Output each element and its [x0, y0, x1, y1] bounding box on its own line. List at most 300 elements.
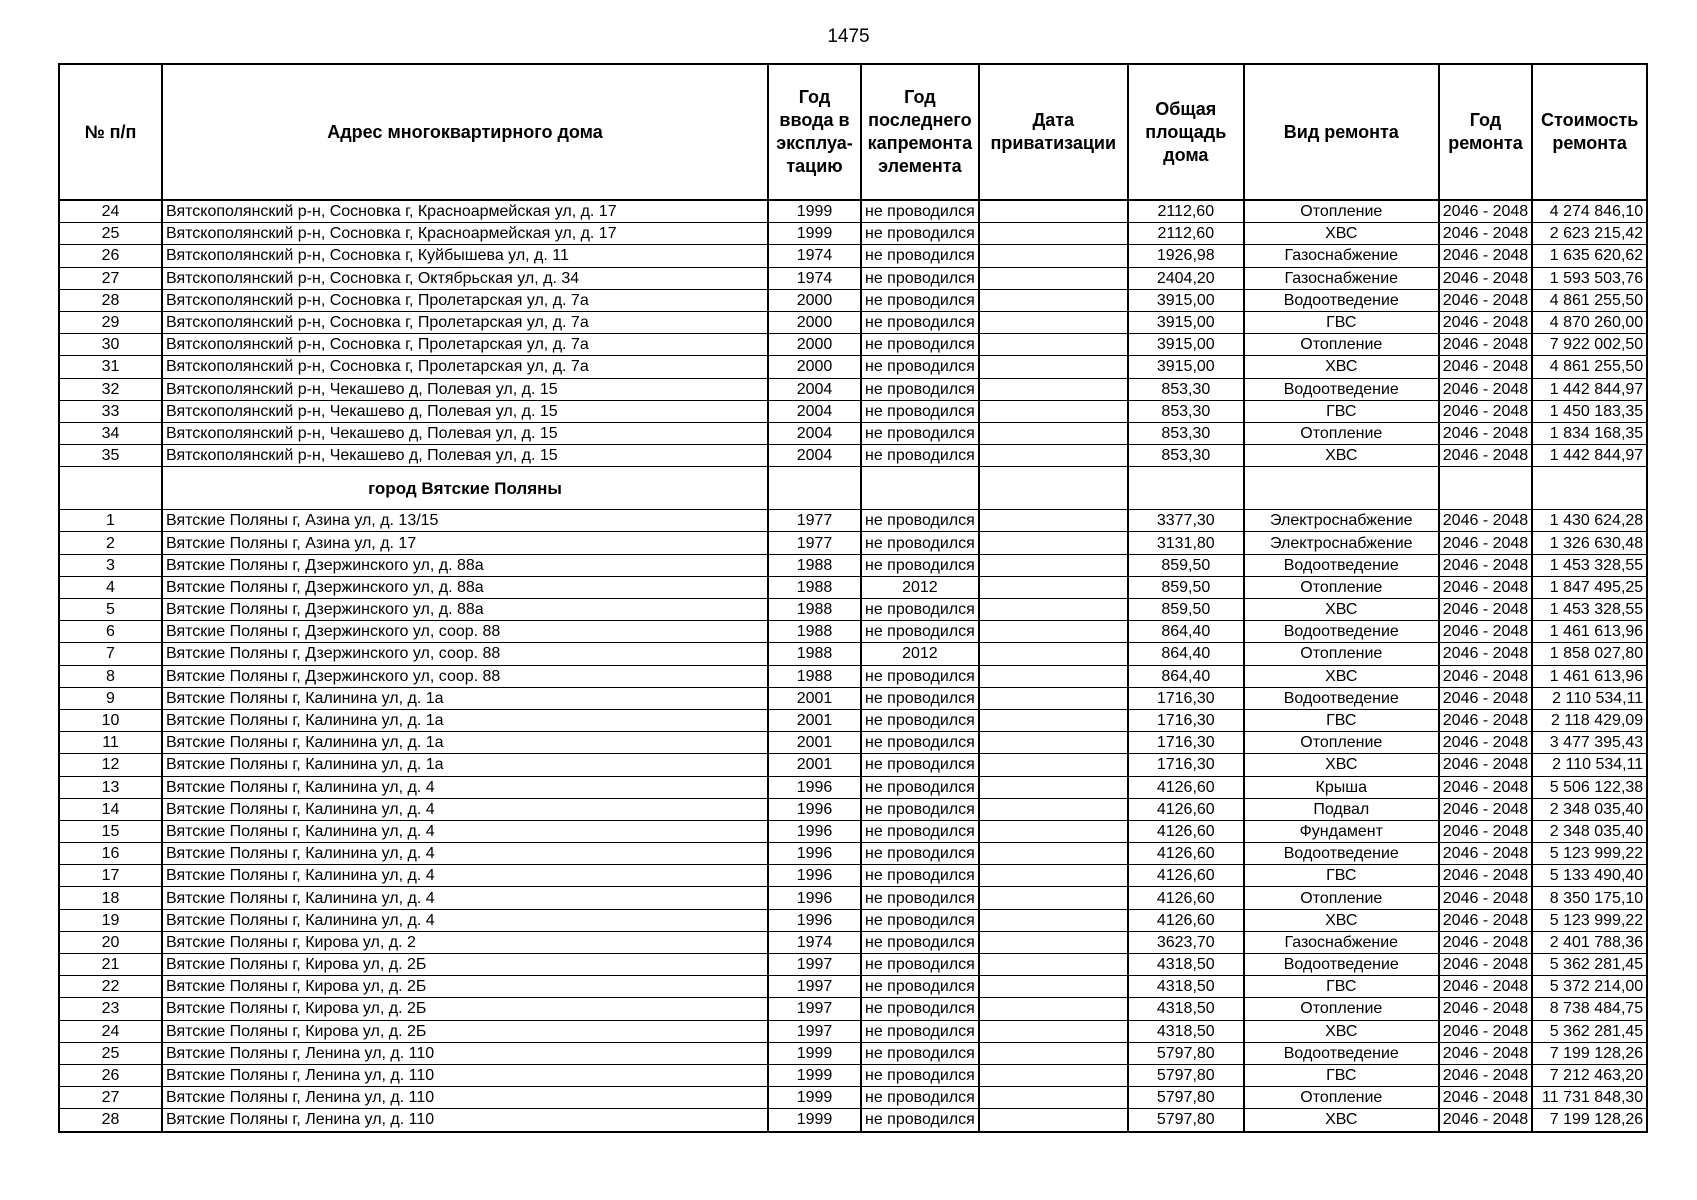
- table-row: [59, 1109, 1647, 1132]
- cell-area: 4318,50: [1128, 1020, 1244, 1042]
- cell-cost: 1 450 183,35: [1532, 400, 1647, 422]
- cell-area: 853,30: [1128, 378, 1244, 400]
- cell-year-built: 2001: [768, 709, 861, 731]
- cell-last-repair: не проводился: [861, 998, 979, 1020]
- cell-repair-kind: ГВС: [1244, 400, 1439, 422]
- cell-cost: 2 118 429,09: [1532, 709, 1647, 731]
- cell-cost: 5 123 999,22: [1532, 843, 1647, 865]
- cell-repair-kind: Водоотведение: [1244, 289, 1439, 311]
- cell-privatization: [979, 223, 1128, 245]
- cell-repair-year: 2046 - 2048: [1439, 665, 1532, 687]
- cell-privatization: [979, 267, 1128, 289]
- cell-area: 2112,60: [1128, 223, 1244, 245]
- cell-last-repair: не проводился: [861, 422, 979, 444]
- cell-year-built: 1988: [768, 599, 861, 621]
- cell-year-built: 1999: [768, 1087, 861, 1109]
- cell-last-repair: не проводился: [861, 931, 979, 953]
- cell-privatization: [979, 621, 1128, 643]
- cell-address: Вятскополянский р-н, Сосновка г, Красноармейская ул, д. 17: [162, 223, 768, 245]
- cell-repair-kind: Водоотведение: [1244, 843, 1439, 865]
- cell-repair-year: 2046 - 2048: [1439, 820, 1532, 842]
- cell-repair-kind: ХВС: [1244, 599, 1439, 621]
- cell-last-repair: не проводился: [861, 865, 979, 887]
- cell-privatization: [979, 643, 1128, 665]
- table-row: [59, 356, 1647, 378]
- cell-cost: 8 738 484,75: [1532, 998, 1647, 1020]
- cell-year-built: 1999: [768, 223, 861, 245]
- cell-num: 32: [59, 378, 162, 400]
- cell-area: 4126,60: [1128, 909, 1244, 931]
- cell-repair-kind: ГВС: [1244, 311, 1439, 333]
- cell-area: 5797,80: [1128, 1064, 1244, 1086]
- section-empty-cell: [861, 467, 979, 510]
- cell-num: 34: [59, 422, 162, 444]
- section-empty-cell: [59, 467, 162, 510]
- cell-num: 31: [59, 356, 162, 378]
- cell-cost: 1 847 495,25: [1532, 576, 1647, 598]
- cell-repair-kind: Водоотведение: [1244, 954, 1439, 976]
- cell-repair-kind: ХВС: [1244, 445, 1439, 467]
- cell-repair-year: 2046 - 2048: [1439, 267, 1532, 289]
- cell-address: Вятскополянский р-н, Сосновка г, Пролетарская ул, д. 7а: [162, 334, 768, 356]
- cell-repair-kind: ХВС: [1244, 909, 1439, 931]
- cell-num: 22: [59, 976, 162, 998]
- table-row: [59, 1020, 1647, 1042]
- cell-privatization: [979, 665, 1128, 687]
- cell-repair-kind: ХВС: [1244, 1020, 1439, 1042]
- cell-repair-kind: ХВС: [1244, 1109, 1439, 1132]
- cell-address: Вятскополянский р-н, Чекашево д, Полевая ул, д. 15: [162, 422, 768, 444]
- cell-address: Вятские Поляны г, Кирова ул, д. 2Б: [162, 954, 768, 976]
- table-row: [59, 200, 1647, 223]
- cell-repair-year: 2046 - 2048: [1439, 709, 1532, 731]
- table-row: [59, 1064, 1647, 1086]
- cell-repair-kind: Отопление: [1244, 732, 1439, 754]
- table-row: [59, 445, 1647, 467]
- table-row: [59, 289, 1647, 311]
- cell-privatization: [979, 687, 1128, 709]
- cell-address: Вятские Поляны г, Ленина ул, д. 110: [162, 1064, 768, 1086]
- cell-repair-kind: ГВС: [1244, 865, 1439, 887]
- cell-area: 3915,00: [1128, 311, 1244, 333]
- cell-year-built: 1974: [768, 267, 861, 289]
- cell-cost: 5 372 214,00: [1532, 976, 1647, 998]
- cell-repair-year: 2046 - 2048: [1439, 223, 1532, 245]
- cell-repair-year: 2046 - 2048: [1439, 334, 1532, 356]
- cell-privatization: [979, 200, 1128, 223]
- cell-address: Вятские Поляны г, Дзержинского ул, соор. 88: [162, 621, 768, 643]
- cell-year-built: 1988: [768, 554, 861, 576]
- cell-repair-year: 2046 - 2048: [1439, 1109, 1532, 1132]
- cell-last-repair: не проводился: [861, 267, 979, 289]
- table-row: [59, 998, 1647, 1020]
- cell-repair-kind: ХВС: [1244, 223, 1439, 245]
- cell-num: 27: [59, 1087, 162, 1109]
- cell-privatization: [979, 798, 1128, 820]
- cell-repair-year: 2046 - 2048: [1439, 976, 1532, 998]
- cell-area: 3915,00: [1128, 356, 1244, 378]
- cell-last-repair: не проводился: [861, 554, 979, 576]
- cell-num: 28: [59, 1109, 162, 1132]
- cell-address: Вятские Поляны г, Дзержинского ул, д. 88а: [162, 576, 768, 598]
- cell-num: 21: [59, 954, 162, 976]
- cell-privatization: [979, 311, 1128, 333]
- cell-repair-kind: Отопление: [1244, 200, 1439, 223]
- cell-repair-year: 2046 - 2048: [1439, 865, 1532, 887]
- cell-last-repair: 2012: [861, 576, 979, 598]
- cell-area: 1716,30: [1128, 732, 1244, 754]
- cell-last-repair: не проводился: [861, 820, 979, 842]
- cell-cost: 4 861 255,50: [1532, 356, 1647, 378]
- cell-privatization: [979, 289, 1128, 311]
- cell-address: Вятские Поляны г, Калинина ул, д. 4: [162, 776, 768, 798]
- cell-cost: 4 861 255,50: [1532, 289, 1647, 311]
- cell-privatization: [979, 909, 1128, 931]
- cell-last-repair: не проводился: [861, 378, 979, 400]
- cell-privatization: [979, 576, 1128, 598]
- table-row: [59, 334, 1647, 356]
- header-privatization: Дата приватизации: [979, 64, 1128, 200]
- cell-address: Вятскополянский р-н, Чекашево д, Полевая ул, д. 15: [162, 378, 768, 400]
- cell-address: Вятские Поляны г, Кирова ул, д. 2Б: [162, 998, 768, 1020]
- cell-repair-kind: Фундамент: [1244, 820, 1439, 842]
- cell-repair-kind: Отопление: [1244, 643, 1439, 665]
- table-row: [59, 909, 1647, 931]
- cell-num: 24: [59, 1020, 162, 1042]
- cell-repair-year: 2046 - 2048: [1439, 200, 1532, 223]
- cell-cost: 1 430 624,28: [1532, 510, 1647, 532]
- cell-num: 12: [59, 754, 162, 776]
- cell-privatization: [979, 510, 1128, 532]
- cell-last-repair: не проводился: [861, 954, 979, 976]
- cell-repair-kind: Газоснабжение: [1244, 267, 1439, 289]
- cell-address: Вятские Поляны г, Ленина ул, д. 110: [162, 1087, 768, 1109]
- table-row: [59, 400, 1647, 422]
- table-row: [59, 245, 1647, 267]
- cell-privatization: [979, 445, 1128, 467]
- cell-cost: 11 731 848,30: [1532, 1087, 1647, 1109]
- cell-num: 2: [59, 532, 162, 554]
- cell-address: Вятскополянский р-н, Сосновка г, Красноармейская ул, д. 17: [162, 200, 768, 223]
- cell-num: 20: [59, 931, 162, 953]
- cell-cost: 7 199 128,26: [1532, 1042, 1647, 1064]
- cell-address: Вятские Поляны г, Дзержинского ул, д. 88а: [162, 554, 768, 576]
- cell-cost: 1 834 168,35: [1532, 422, 1647, 444]
- cell-repair-kind: Электроснабжение: [1244, 510, 1439, 532]
- cell-year-built: 1996: [768, 843, 861, 865]
- cell-cost: 5 123 999,22: [1532, 909, 1647, 931]
- cell-repair-year: 2046 - 2048: [1439, 1087, 1532, 1109]
- cell-privatization: [979, 1042, 1128, 1064]
- table-row: [59, 267, 1647, 289]
- table-row: [59, 223, 1647, 245]
- cell-cost: 8 350 175,10: [1532, 887, 1647, 909]
- cell-cost: 2 348 035,40: [1532, 798, 1647, 820]
- cell-last-repair: не проводился: [861, 510, 979, 532]
- cell-last-repair: не проводился: [861, 400, 979, 422]
- section-empty-cell: [979, 467, 1128, 510]
- cell-privatization: [979, 954, 1128, 976]
- cell-privatization: [979, 378, 1128, 400]
- table-row: [59, 887, 1647, 909]
- cell-area: 859,50: [1128, 554, 1244, 576]
- cell-repair-kind: Отопление: [1244, 998, 1439, 1020]
- cell-repair-year: 2046 - 2048: [1439, 532, 1532, 554]
- cell-cost: 1 858 027,80: [1532, 643, 1647, 665]
- cell-num: 11: [59, 732, 162, 754]
- table-row: [59, 510, 1647, 532]
- cell-last-repair: не проводился: [861, 887, 979, 909]
- page-number: 1475: [827, 26, 870, 47]
- cell-privatization: [979, 554, 1128, 576]
- cell-last-repair: не проводился: [861, 732, 979, 754]
- cell-cost: 4 274 846,10: [1532, 200, 1647, 223]
- cell-address: Вятские Поляны г, Калинина ул, д. 4: [162, 887, 768, 909]
- header-year-built: Год ввода в эксплуа-тацию: [768, 64, 861, 200]
- cell-privatization: [979, 1109, 1128, 1132]
- cell-privatization: [979, 422, 1128, 444]
- cell-year-built: 1996: [768, 865, 861, 887]
- cell-repair-year: 2046 - 2048: [1439, 400, 1532, 422]
- cell-last-repair: не проводился: [861, 665, 979, 687]
- cell-area: 4318,50: [1128, 954, 1244, 976]
- cell-year-built: 1996: [768, 820, 861, 842]
- cell-privatization: [979, 400, 1128, 422]
- section-row: [59, 467, 1647, 510]
- cell-num: 33: [59, 400, 162, 422]
- cell-address: Вятские Поляны г, Калинина ул, д. 1а: [162, 709, 768, 731]
- cell-repair-year: 2046 - 2048: [1439, 554, 1532, 576]
- table-row: [59, 378, 1647, 400]
- cell-last-repair: не проводился: [861, 1109, 979, 1132]
- cell-last-repair: не проводился: [861, 445, 979, 467]
- cell-year-built: 2000: [768, 311, 861, 333]
- table-row: [59, 754, 1647, 776]
- cell-address: Вятские Поляны г, Калинина ул, д. 1а: [162, 754, 768, 776]
- cell-cost: 4 870 260,00: [1532, 311, 1647, 333]
- cell-num: 6: [59, 621, 162, 643]
- cell-address: Вятскополянский р-н, Чекашево д, Полевая ул, д. 15: [162, 445, 768, 467]
- cell-last-repair: не проводился: [861, 776, 979, 798]
- cell-privatization: [979, 709, 1128, 731]
- cell-repair-kind: Отопление: [1244, 887, 1439, 909]
- cell-repair-year: 2046 - 2048: [1439, 510, 1532, 532]
- cell-privatization: [979, 887, 1128, 909]
- cell-num: 3: [59, 554, 162, 576]
- cell-area: 5797,80: [1128, 1109, 1244, 1132]
- cell-privatization: [979, 931, 1128, 953]
- cell-year-built: 1996: [768, 776, 861, 798]
- cell-cost: 1 326 630,48: [1532, 532, 1647, 554]
- cell-last-repair: не проводился: [861, 289, 979, 311]
- cell-year-built: 1999: [768, 1042, 861, 1064]
- cell-cost: 1 461 613,96: [1532, 621, 1647, 643]
- cell-repair-year: 2046 - 2048: [1439, 621, 1532, 643]
- section-empty-cell: [1244, 467, 1439, 510]
- cell-privatization: [979, 820, 1128, 842]
- cell-address: Вятские Поляны г, Азина ул, д. 17: [162, 532, 768, 554]
- cell-repair-kind: ХВС: [1244, 356, 1439, 378]
- cell-last-repair: не проводился: [861, 709, 979, 731]
- cell-address: Вятские Поляны г, Калинина ул, д. 4: [162, 798, 768, 820]
- cell-year-built: 1999: [768, 1064, 861, 1086]
- table-row: [59, 976, 1647, 998]
- section-empty-cell: [1439, 467, 1532, 510]
- cell-area: 1926,98: [1128, 245, 1244, 267]
- table-row: [59, 865, 1647, 887]
- cell-repair-kind: Отопление: [1244, 1087, 1439, 1109]
- cell-cost: 5 362 281,45: [1532, 954, 1647, 976]
- section-empty-cell: [1532, 467, 1647, 510]
- cell-repair-year: 2046 - 2048: [1439, 445, 1532, 467]
- cell-year-built: 1997: [768, 998, 861, 1020]
- cell-year-built: 2004: [768, 445, 861, 467]
- cell-repair-year: 2046 - 2048: [1439, 909, 1532, 931]
- cell-area: 3915,00: [1128, 334, 1244, 356]
- cell-area: 859,50: [1128, 599, 1244, 621]
- cell-year-built: 1996: [768, 798, 861, 820]
- table-body: [59, 200, 1647, 1132]
- cell-repair-year: 2046 - 2048: [1439, 289, 1532, 311]
- cell-year-built: 1999: [768, 1109, 861, 1132]
- cell-address: Вятские Поляны г, Калинина ул, д. 4: [162, 865, 768, 887]
- cell-year-built: 2001: [768, 687, 861, 709]
- cell-num: 8: [59, 665, 162, 687]
- table-row: [59, 311, 1647, 333]
- cell-num: 10: [59, 709, 162, 731]
- cell-repair-kind: Водоотведение: [1244, 378, 1439, 400]
- cell-cost: 1 453 328,55: [1532, 554, 1647, 576]
- cell-num: 29: [59, 311, 162, 333]
- cell-privatization: [979, 334, 1128, 356]
- cell-repair-year: 2046 - 2048: [1439, 887, 1532, 909]
- cell-num: 26: [59, 1064, 162, 1086]
- cell-num: 24: [59, 200, 162, 223]
- cell-repair-year: 2046 - 2048: [1439, 732, 1532, 754]
- table-row: [59, 709, 1647, 731]
- cell-last-repair: не проводился: [861, 1042, 979, 1064]
- cell-year-built: 2001: [768, 754, 861, 776]
- cell-address: Вятские Поляны г, Азина ул, д. 13/15: [162, 510, 768, 532]
- cell-address: Вятские Поляны г, Калинина ул, д. 1а: [162, 687, 768, 709]
- cell-area: 3915,00: [1128, 289, 1244, 311]
- header-num: № п/п: [59, 64, 162, 200]
- cell-area: 4126,60: [1128, 776, 1244, 798]
- cell-year-built: 1974: [768, 931, 861, 953]
- table-row: [59, 643, 1647, 665]
- cell-num: 25: [59, 223, 162, 245]
- cell-repair-kind: Крыша: [1244, 776, 1439, 798]
- cell-repair-kind: Водоотведение: [1244, 554, 1439, 576]
- cell-repair-year: 2046 - 2048: [1439, 1020, 1532, 1042]
- cell-year-built: 1997: [768, 976, 861, 998]
- cell-area: 2404,20: [1128, 267, 1244, 289]
- cell-year-built: 1988: [768, 665, 861, 687]
- cell-address: Вятские Поляны г, Ленина ул, д. 110: [162, 1109, 768, 1132]
- cell-last-repair: не проводился: [861, 532, 979, 554]
- cell-area: 5797,80: [1128, 1042, 1244, 1064]
- table-row: [59, 665, 1647, 687]
- cell-area: 4126,60: [1128, 843, 1244, 865]
- cell-year-built: 2000: [768, 289, 861, 311]
- table-header: [59, 64, 1647, 200]
- cell-year-built: 1996: [768, 887, 861, 909]
- cell-year-built: 2001: [768, 732, 861, 754]
- cell-repair-year: 2046 - 2048: [1439, 954, 1532, 976]
- header-area: Общая площадь дома: [1128, 64, 1244, 200]
- cell-repair-kind: ХВС: [1244, 754, 1439, 776]
- cell-area: 4126,60: [1128, 798, 1244, 820]
- table-row: [59, 599, 1647, 621]
- cell-repair-year: 2046 - 2048: [1439, 687, 1532, 709]
- cell-address: Вятскополянский р-н, Сосновка г, Пролетарская ул, д. 7а: [162, 289, 768, 311]
- cell-cost: 7 212 463,20: [1532, 1064, 1647, 1086]
- cell-year-built: 1974: [768, 245, 861, 267]
- cell-repair-year: 2046 - 2048: [1439, 1042, 1532, 1064]
- cell-cost: 2 401 788,36: [1532, 931, 1647, 953]
- table-row: [59, 776, 1647, 798]
- cell-last-repair: не проводился: [861, 599, 979, 621]
- cell-privatization: [979, 599, 1128, 621]
- cell-num: 5: [59, 599, 162, 621]
- cell-cost: 1 442 844,97: [1532, 445, 1647, 467]
- cell-last-repair: не проводился: [861, 1064, 979, 1086]
- cell-year-built: 1997: [768, 954, 861, 976]
- cell-cost: 5 133 490,40: [1532, 865, 1647, 887]
- cell-num: 13: [59, 776, 162, 798]
- cell-repair-year: 2046 - 2048: [1439, 576, 1532, 598]
- cell-area: 864,40: [1128, 621, 1244, 643]
- repair-table: [58, 63, 1648, 1133]
- cell-repair-kind: Водоотведение: [1244, 621, 1439, 643]
- cell-cost: 2 110 534,11: [1532, 754, 1647, 776]
- cell-repair-kind: Водоотведение: [1244, 1042, 1439, 1064]
- cell-year-built: 1996: [768, 909, 861, 931]
- cell-num: 18: [59, 887, 162, 909]
- section-empty-cell: [768, 467, 861, 510]
- cell-area: 4318,50: [1128, 998, 1244, 1020]
- cell-privatization: [979, 998, 1128, 1020]
- table-row: [59, 554, 1647, 576]
- cell-last-repair: не проводился: [861, 223, 979, 245]
- cell-area: 3377,30: [1128, 510, 1244, 532]
- cell-area: 4126,60: [1128, 887, 1244, 909]
- cell-area: 1716,30: [1128, 709, 1244, 731]
- cell-privatization: [979, 1087, 1128, 1109]
- cell-last-repair: не проводился: [861, 1020, 979, 1042]
- cell-area: 853,30: [1128, 400, 1244, 422]
- cell-area: 4126,60: [1128, 820, 1244, 842]
- cell-address: Вятские Поляны г, Дзержинского ул, соор. 88: [162, 665, 768, 687]
- cell-year-built: 1977: [768, 510, 861, 532]
- cell-repair-kind: Газоснабжение: [1244, 931, 1439, 953]
- table-row: [59, 843, 1647, 865]
- cell-cost: 2 110 534,11: [1532, 687, 1647, 709]
- cell-area: 5797,80: [1128, 1087, 1244, 1109]
- header-address: Адрес многоквартирного дома: [162, 64, 768, 200]
- cell-last-repair: не проводился: [861, 311, 979, 333]
- cell-num: 30: [59, 334, 162, 356]
- header-last-repair: Год последнего капремонта элемента: [861, 64, 979, 200]
- cell-privatization: [979, 532, 1128, 554]
- section-empty-cell: [1128, 467, 1244, 510]
- cell-num: 35: [59, 445, 162, 467]
- cell-privatization: [979, 1064, 1128, 1086]
- cell-address: Вятскополянский р-н, Сосновка г, Куйбышева ул, д. 11: [162, 245, 768, 267]
- cell-repair-year: 2046 - 2048: [1439, 931, 1532, 953]
- table-row: [59, 687, 1647, 709]
- cell-last-repair: не проводился: [861, 687, 979, 709]
